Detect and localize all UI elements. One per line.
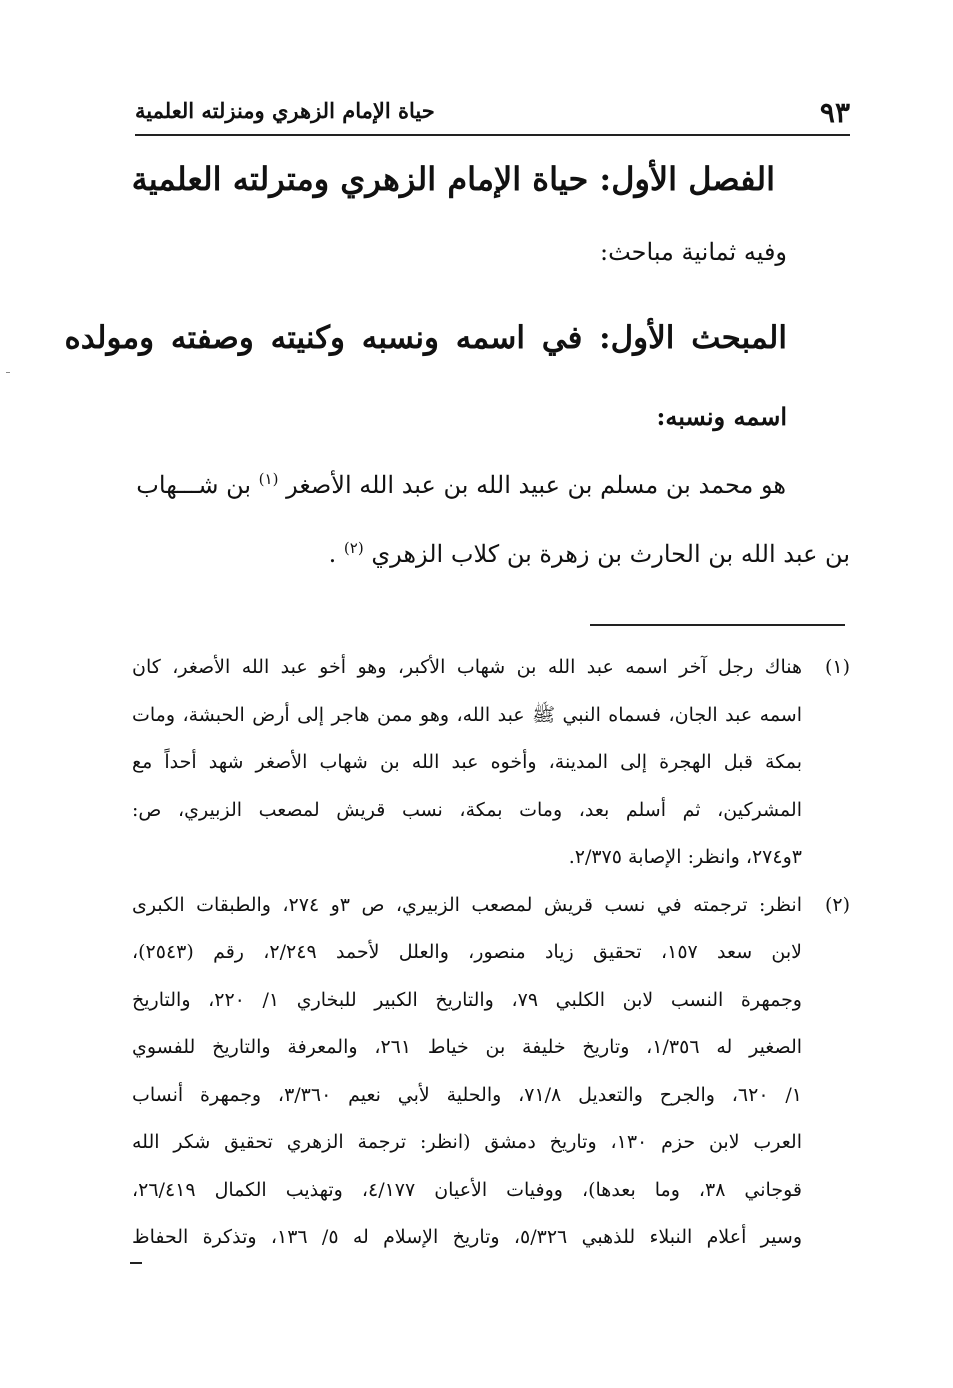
chapter-intro: وفيه ثمانية مباحث:	[600, 238, 787, 266]
scan-speck	[6, 372, 10, 373]
footnote-line: وسير أعلام النبلاء للذهبي ٥/٣٢٦، وتاريخ الإسلام له ٥/ ١٣٦، وتذكرة الحفاظ	[132, 1226, 802, 1248]
body-text: .	[328, 540, 337, 568]
footnote-line: اسمه عبد الجان، فسماه النبي ﷺ عبد الله، وهو ممن هاجر إلى أرض الحبشة، ومات	[132, 703, 802, 726]
body-line-2	[135, 517, 850, 586]
footnote-line: ٣و٢٧٤، وانظر: الإصابة ٢/٣٧٥.	[568, 846, 802, 868]
chapter-title: الفصل الأول: حياة الإمام الزهري ومترلته العلمية	[131, 160, 775, 198]
footnotes	[132, 644, 850, 1262]
running-header-title: حياة الإمام الزهري ومنزلته العلمية	[135, 98, 435, 123]
body-paragraph	[135, 448, 850, 586]
body-line-1	[135, 448, 850, 517]
footnote-line: العرب لابن حزم ١٣٠، وتاريخ دمشق (انظر: ترجمة الزهري تحقيق شكر الله	[132, 1131, 802, 1153]
continuation-mark	[130, 1262, 142, 1264]
footnote-line: بمكة قبل الهجرة إلى المدينة، وأخوه عبد الله بن شهاب الأصغر شهد أحداً مع	[132, 751, 802, 773]
footnote-ref-1[interactable]: (١)	[258, 470, 279, 488]
section-title: المبحث الأول: في اسمه ونسبه وكنيته وصفته ومولده	[64, 320, 787, 356]
body-text: بن شـــهاب	[136, 471, 252, 499]
footnote-ref-2[interactable]: (٢)	[343, 539, 364, 557]
footnote-1	[132, 644, 850, 882]
footnote-line: لابن سعد ١٥٧، تحقيق زياد منصور، والعلل لأحمد ٢/٢٤٩، رقم (٢٥٤٣)،	[132, 941, 802, 963]
footnote-line: الصغير له ١/٣٥٦، وتاريخ خليفة بن خياط ٢٦١، والمعرفة والتاريخ للفسوي	[132, 1036, 803, 1058]
footnote-2	[132, 882, 850, 1262]
footnote-line: هناك رجل آخر اسمه عبد الله بن شهاب الأكبر، وهو أخو عبد الله الأصغر، كان	[132, 656, 802, 678]
footnote-line: ١/ ٦٢٠، والجرح والتعديل ٧١/٨، والحلية لأبي نعيم ٣/٣٦٠، وجمهرة أنساب	[132, 1083, 802, 1106]
footnote-line: المشركين، ثم أسلم بعد، ومات بمكة، نسب قريش لمصعب الزبيري، ص:	[132, 798, 802, 821]
footnote-line: انظر: ترجمته في نسب قريش لمصعب الزبيري، ص ٣و ٢٧٤، والطبقات الكبرى	[132, 893, 802, 916]
subheading-name-lineage: اسمه ونسبه:	[656, 402, 787, 431]
footnote-number: (١)	[824, 656, 850, 678]
footnote-number: (٢)	[824, 893, 850, 916]
footnote-line: قوجاني ٣٨، وما بعدها)، ووفيات الأعيان ٤/١٧٧، وتهذيب الكمال ٢٦/٤١٩،	[132, 1178, 802, 1201]
page-number: ٩٣	[819, 96, 850, 129]
running-header	[135, 88, 850, 136]
footnote-line: وجمهرة النسب لابن الكلبي ٧٩، والتاريخ الكبير للبخاري ١/ ٢٢٠، والتاريخ	[132, 988, 802, 1011]
body-text: هو محمد بن مسلم بن عبيد الله بن عبد الله الأصغر	[286, 471, 786, 499]
footnote-separator	[590, 624, 845, 626]
body-text: بن عبد الله بن الحارث بن زهرة بن كلاب الزهري	[371, 540, 850, 568]
